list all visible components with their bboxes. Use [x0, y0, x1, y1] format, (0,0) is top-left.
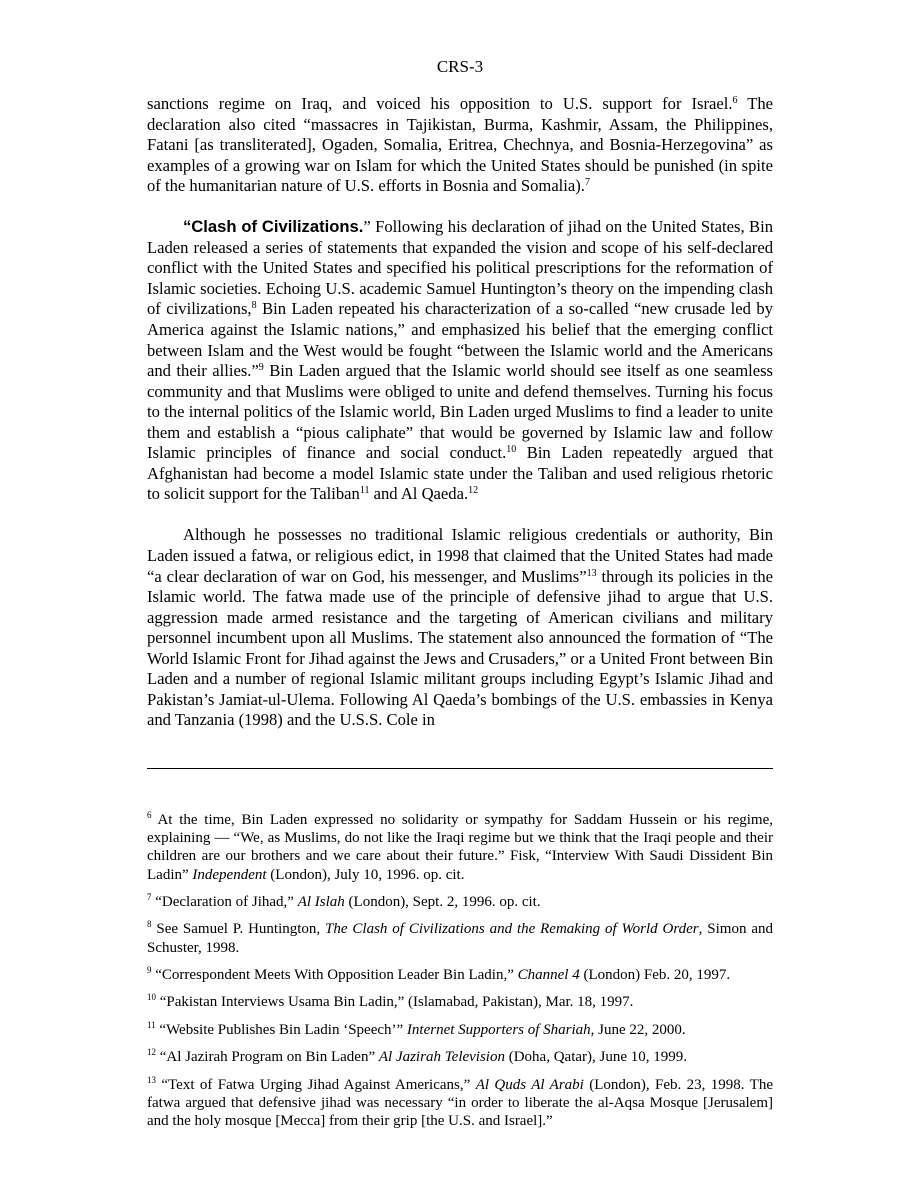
text-run: through its policies in the Islamic world. The fatwa made use of the principle of defensive jihad to argue that U.S. aggression made armed resistance and the targeting of American civilians and military personnel incumbent upon all Muslims. The statement also announced the formation of “The World Islamic Front for Jihad against the Jews and Crusaders,” or a United Front between Bin Laden and a number of regional Islamic militant groups including Egypt’s Islamic Jihad and Pakistan’s Jamiat-ul-Ulema. Following Al Qaeda’s bombings of the U.S. embassies in Kenya and Tanzania (1998) and the U.S.S. Cole in [147, 566, 773, 730]
text-run: (London), July 10, 1996. op. cit. [266, 866, 465, 883]
text-run: (Doha, Qatar), June 10, 1999. [504, 1049, 688, 1066]
text-run: “Pakistan Interviews Usama Bin Ladin,” (Islamabad, Pakistan), Mar. 18, 1997. [156, 994, 634, 1011]
text-run: Bin Laden repeatedly argued that Afghanistan had become a model Islamic state under the Taliban and used religious rhetoric to solicit support for the Taliban [147, 443, 773, 504]
footnote-number: 12 [147, 1047, 156, 1058]
paragraph-1 [147, 94, 773, 197]
text-run: sanctions regime on Iraq, and voiced his opposition to U.S. support for Israel. [147, 94, 733, 113]
footnote-number: 7 [147, 892, 152, 903]
text-run: (London) Feb. 20, 1997. [579, 966, 731, 983]
run-in-heading: “Clash of Civilizations. [183, 217, 364, 237]
text-run: At the time, Bin Laden expressed no solidarity or sympathy for Saddam Hussein or his regime, explaining — “We, as Muslims, do not like the Iraqi regime but we think that the Iraqi people and their children are our brothers and we care about their future.” Fisk, “Interview With Saudi Dissident Bin Ladin” [147, 812, 773, 883]
page-number-header: CRS-3 [436, 57, 484, 76]
footnote-ref: 7 [584, 177, 590, 188]
text-run: (London), Sept. 2, 1996. op. cit. [344, 894, 541, 910]
italic-title: Al Quds Al Arabi [475, 1076, 584, 1093]
text-run: “Website Publishes Bin Ladin ‘Speech’” [155, 1021, 407, 1038]
footnotes [147, 811, 773, 1139]
footnote-number: 8 [147, 919, 152, 930]
footnote-ref: 11 [359, 485, 370, 497]
footnote-7 [147, 893, 773, 911]
footnote-8 [147, 920, 773, 956]
footnote-11 [147, 1021, 773, 1039]
paragraph-3 [147, 525, 773, 730]
text-run: ” Following his declaration of jihad on the United States, Bin Laden released a series of statements that expanded the vision and scope of his self-declared conflict with the United States and specified his political prescriptions for the reformation of Islamic societies. Echoing U.S. academic Samuel Huntington’s theory on the impending clash of civilizations, [147, 217, 773, 319]
footnote-ref: 13 [586, 567, 597, 579]
text-run: “Al Jazirah Program on Bin Laden” [156, 1049, 379, 1066]
text-run: The declaration also cited “massacres in Tajikistan, Burma, Kashmir, Assam, the Philippines, Fatani [as transliterated], Ogaden, Somalia, Eritrea, Chechnya, and Bosnia-Herzegovina” as examples of a growing war on Islam for which the United States should be punished (in spite of the humanitarian nature of U.S. efforts in Bosnia and Somalia). [147, 94, 774, 196]
text-run: See Samuel P. Huntington, [151, 921, 326, 938]
text-run: “Declaration of Jihad,” [151, 894, 298, 910]
text-run: , June 22, 2000. [590, 1021, 686, 1038]
footnote-ref: 9 [258, 361, 264, 373]
footnote-ref: 8 [251, 300, 257, 312]
footnote-separator-rule [147, 768, 773, 769]
italic-title: The Clash of Civilizations and the Remaking of World Order [325, 921, 699, 938]
italic-title: Channel 4 [517, 966, 580, 983]
text-run: Although he possesses no traditional Islamic religious credentials or authority, Bin Laden issued a fatwa, or religious edict, in 1998 that claimed that the United States had made “a clear declaration of war on God, his messenger, and Muslims” [147, 525, 773, 586]
body-text [147, 94, 773, 752]
text-run: Bin Laden argued that the Islamic world should see itself as one seamless community and that Muslims were obliged to unite and defend themselves. Turning his focus to the internal politics of the Islamic world, Bin Laden urged Muslims to find a leader to unite them and establish a “pious caliphate” that would be governed by Islamic law and follow Islamic principles of finance and social conduct. [147, 361, 773, 463]
footnote-number: 6 [147, 810, 152, 821]
footnote-ref: 10 [506, 444, 517, 456]
text-run: , Simon and Schuster, 1998. [147, 921, 773, 956]
footnote-number: 13 [147, 1074, 156, 1085]
text-run: “Correspondent Meets With Opposition Leader Bin Ladin,” [151, 966, 518, 983]
footnote-12 [147, 1048, 773, 1066]
text-run: and Al Qaeda. [369, 484, 469, 504]
footnote-9 [147, 966, 773, 984]
footnote-ref: 6 [732, 94, 738, 106]
italic-title: Al Islah [297, 894, 345, 910]
footnote-ref: 12 [468, 485, 479, 497]
paragraph-2 [147, 217, 773, 505]
footnote-number: 9 [147, 965, 152, 976]
text-run: (London), Feb. 23, 1998. The fatwa argued that defensive jihad was necessary “in order to liberate the al-Aqsa Mosque [Jerusalem] and the holy mosque [Mecca] from their grip [the U.S. and Israel].” [147, 1076, 773, 1129]
footnote-number: 10 [147, 992, 156, 1003]
italic-title: Internet Supporters of Shariah [406, 1021, 591, 1038]
footnote-10 [147, 993, 773, 1011]
footnote-13 [147, 1076, 773, 1131]
text-run: Bin Laden repeated his characterization of a so-called “new crusade led by America against the Islamic nations,” and emphasized his belief that the emerging conflict between Islam and the West would be fought “between the Islamic world and the Americans and their allies.” [147, 299, 774, 381]
italic-title: Al Jazirah Television [378, 1049, 505, 1066]
footnote-6 [147, 811, 773, 884]
footnote-number: 11 [147, 1019, 156, 1030]
text-run: “Text of Fatwa Urging Jihad Against Americans,” [156, 1076, 476, 1093]
italic-title: Independent [192, 866, 267, 883]
